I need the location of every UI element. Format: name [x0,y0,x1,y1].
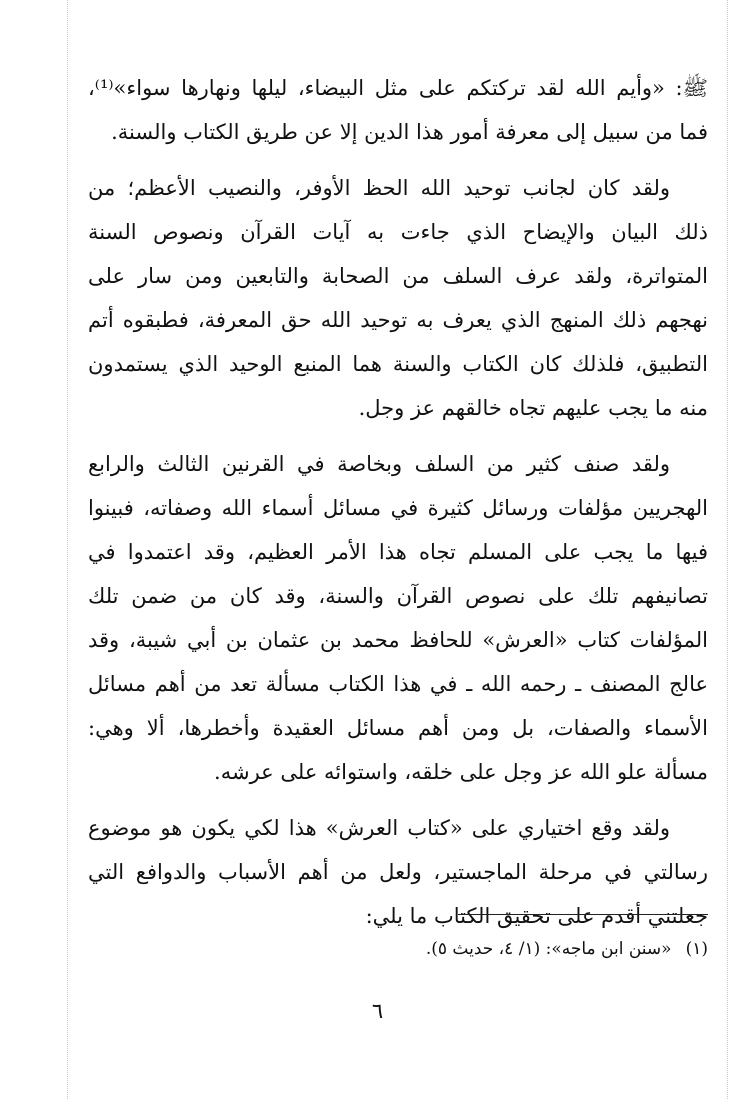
text-line: ذلك البيان والإيضاح الذي جاءت به آيات القرآن ونصوص السنة [88,220,708,244]
document-body [88,66,708,938]
text-line: ﷺ: «وأيم الله لقد تركتكم على مثل البيضاء، ليلها ونهارها سواء»⁽¹⁾، [88,76,708,100]
text-line: ولقد كان لجانب توحيد الله الحظ الأوفر، والنصيب الأعظم؛ من [88,176,670,200]
text-line: جعلتني أقدم على تحقيق الكتاب ما يلي: [365,904,708,928]
footnote-separator [458,914,708,915]
text-line: المتواترة، ولقد عرف السلف من الصحابة والتابعين ومن سار على [88,264,708,288]
text-line: تصانيفهم تلك على نصوص القرآن والسنة، وقد كان من ضمن تلك [88,584,708,608]
paragraph-4 [88,806,708,938]
text-line: فيها ما يجب على المسلم تجاه هذا الأمر العظيم، وقد اعتمدوا في [88,540,708,564]
text-line: الأسماء والصفات، بل ومن أهم مسائل العقيدة وأخطرها، ألا وهي: [88,716,708,740]
text-line: منه ما يجب عليهم تجاه خالقهم عز وجل. [358,396,708,420]
paragraph-1 [88,66,708,154]
paragraph-3 [88,442,708,794]
text-line: التطبيق، فلذلك كان الكتاب والسنة هما المنبع الوحيد الذي يستمدون [88,352,708,376]
text-line: ولقد وقع اختياري على «كتاب العرش» هذا لكي يكون هو موضوع [88,816,670,840]
text-line: الهجريين مؤلفات ورسائل كثيرة في مسائل أسماء الله وصفاته، فبينوا [88,496,708,520]
footnote-text: «سنن ابن ماجه»: (١/ ٤، حديث ٥). [425,939,672,959]
page-number: ٦ [371,999,384,1023]
paragraph-2 [88,166,708,430]
text-line: ولقد صنف كثير من السلف وبخاصة في القرنين الثالث والرابع [88,452,670,476]
margin-guide-right [727,0,728,1099]
footnote-number: (١) [685,939,708,959]
text-line: رسالتي في مرحلة الماجستير، ولعل من أهم الأسباب والدوافع التي [88,860,708,884]
text-line: عالج المصنف ـ رحمه الله ـ في هذا الكتاب مسألة تعد من أهم مسائل [88,672,708,696]
margin-guide-left [67,0,68,1099]
text-line: نهجهم ذلك المنهج الذي يعرف به توحيد الله حق المعرفة، فطبقوه أتم [88,308,708,332]
text-line: فما من سبيل إلى معرفة أمور هذا الدين إلا عن طريق الكتاب والسنة. [111,120,708,144]
text-line: المؤلفات كتاب «العرش» للحافظ محمد بن عثمان بن أبي شيبة، وقد [88,628,708,652]
text-line: مسألة علو الله عز وجل على خلقه، واستوائه على عرشه. [214,760,708,784]
footnote [88,932,708,966]
